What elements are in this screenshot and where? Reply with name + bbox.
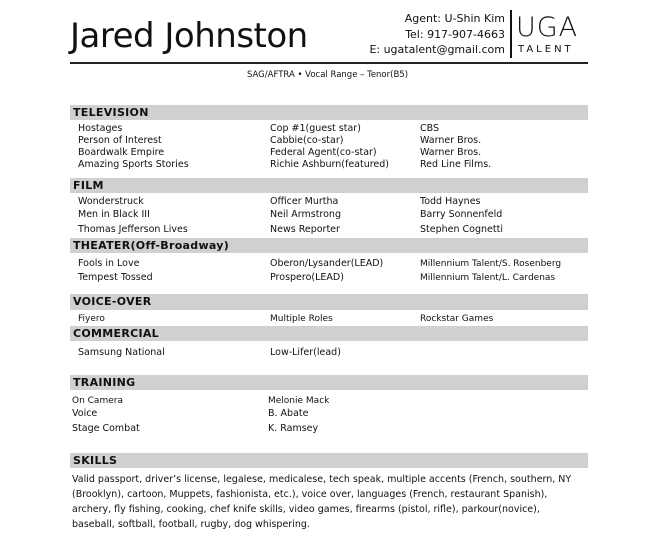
credit-title: Fiyero	[78, 314, 105, 324]
credit-producer: Warner Bros.	[420, 135, 482, 146]
union-vocal-range: SAG/AFTRA • Vocal Range – Tenor(B5)	[246, 70, 409, 80]
credit-director: Stephen Cognetti	[420, 224, 503, 235]
section-header: FILM	[70, 178, 588, 193]
section-header: SKILLS	[70, 453, 588, 468]
agent-phone: Tel: 917-907-4663	[405, 27, 505, 41]
logo-bar	[510, 10, 512, 58]
credit-title: Person of Interest	[78, 135, 162, 146]
logo-main-text: UGA	[516, 12, 579, 43]
training-row	[70, 408, 588, 420]
credit-role: Federal Agent(co-star)	[270, 147, 377, 158]
credit-row	[70, 159, 588, 171]
section-header: VOICE-OVER	[70, 294, 588, 310]
skills-text: Valid passport, driver’s license, legalese, medicalese, tech speak, multiple accents (French, southern, NY (Brooklyn), cartoon, Muppets, fashionista, etc.), voice over, languages (French, restaurant Spanish), archery, fly fishing, cooking, chef knife skills, video games, firearms (pistol, rifle), parkour(novice), baseball, softball, football, rugby, dog whispering.	[72, 474, 572, 530]
credit-row	[70, 209, 588, 221]
credit-producer: Warner Bros.	[420, 147, 482, 158]
section-header: TELEVISION	[70, 105, 588, 120]
credit-role: Prospero(LEAD)	[270, 272, 344, 283]
credit-row	[70, 347, 588, 359]
credit-role: News Reporter	[270, 224, 340, 235]
agency-logo	[510, 10, 580, 58]
training-subject: Stage Combat	[72, 423, 140, 434]
actor-name: Jared Johnston	[70, 16, 308, 56]
credit-company: Millennium Talent/L. Cardenas	[420, 273, 556, 283]
training-row	[70, 395, 588, 407]
credit-title: Hostages	[78, 123, 123, 134]
credit-role: Multiple Roles	[270, 314, 333, 324]
training-instructor: K. Ramsey	[268, 423, 319, 434]
agent-name: Agent: U-Shin Kim	[404, 12, 505, 25]
credit-role: Cabbie(co-star)	[270, 135, 344, 146]
section-header: THEATER(Off-Broadway)	[70, 238, 588, 253]
credit-row	[70, 313, 588, 325]
credit-title: Fools in Love	[78, 258, 140, 269]
credit-row	[70, 135, 588, 147]
credit-row	[70, 272, 588, 284]
credit-title: Amazing Sports Stories	[78, 159, 189, 170]
training-instructor: B. Abate	[268, 408, 309, 419]
credit-row	[70, 123, 588, 135]
credit-role: Officer Murtha	[270, 196, 339, 207]
credit-producer: Red Line Films.	[420, 159, 492, 170]
credit-title: Wonderstruck	[78, 196, 144, 207]
credit-title: Men in Black III	[78, 209, 150, 220]
header-divider	[70, 62, 588, 64]
credit-title: Tempest Tossed	[78, 272, 153, 283]
section-header: COMMERCIAL	[70, 326, 588, 341]
training-row	[70, 423, 588, 435]
credit-director: Todd Haynes	[420, 196, 481, 207]
credit-company: Rockstar Games	[420, 314, 494, 324]
credit-role: Cop #1(guest star)	[270, 123, 361, 134]
credit-role: Neil Armstrong	[270, 209, 341, 220]
logo-sub-text: TALENT	[518, 44, 574, 55]
agent-email: E: ugatalent@gmail.com	[369, 43, 505, 56]
credit-row	[70, 258, 588, 270]
credit-role: Oberon/Lysander(LEAD)	[270, 258, 384, 269]
credit-row	[70, 196, 588, 208]
credit-title: Thomas Jefferson Lives	[78, 224, 188, 235]
credit-director: Barry Sonnenfeld	[420, 209, 503, 220]
credit-row	[70, 224, 588, 236]
credit-company: Millennium Talent/S. Rosenberg	[420, 259, 562, 269]
training-instructor: Melonie Mack	[268, 396, 330, 406]
training-subject: On Camera	[72, 396, 123, 406]
credit-producer: CBS	[420, 123, 440, 134]
credit-row	[70, 147, 588, 159]
credit-role: Low-Lifer(lead)	[270, 347, 341, 358]
agent-contact	[369, 11, 505, 58]
credit-role: Richie Ashburn(featured)	[270, 159, 390, 170]
credit-title: Boardwalk Empire	[78, 147, 165, 158]
section-header: TRAINING	[70, 375, 588, 390]
credit-title: Samsung National	[78, 347, 165, 358]
training-subject: Voice	[72, 408, 98, 419]
